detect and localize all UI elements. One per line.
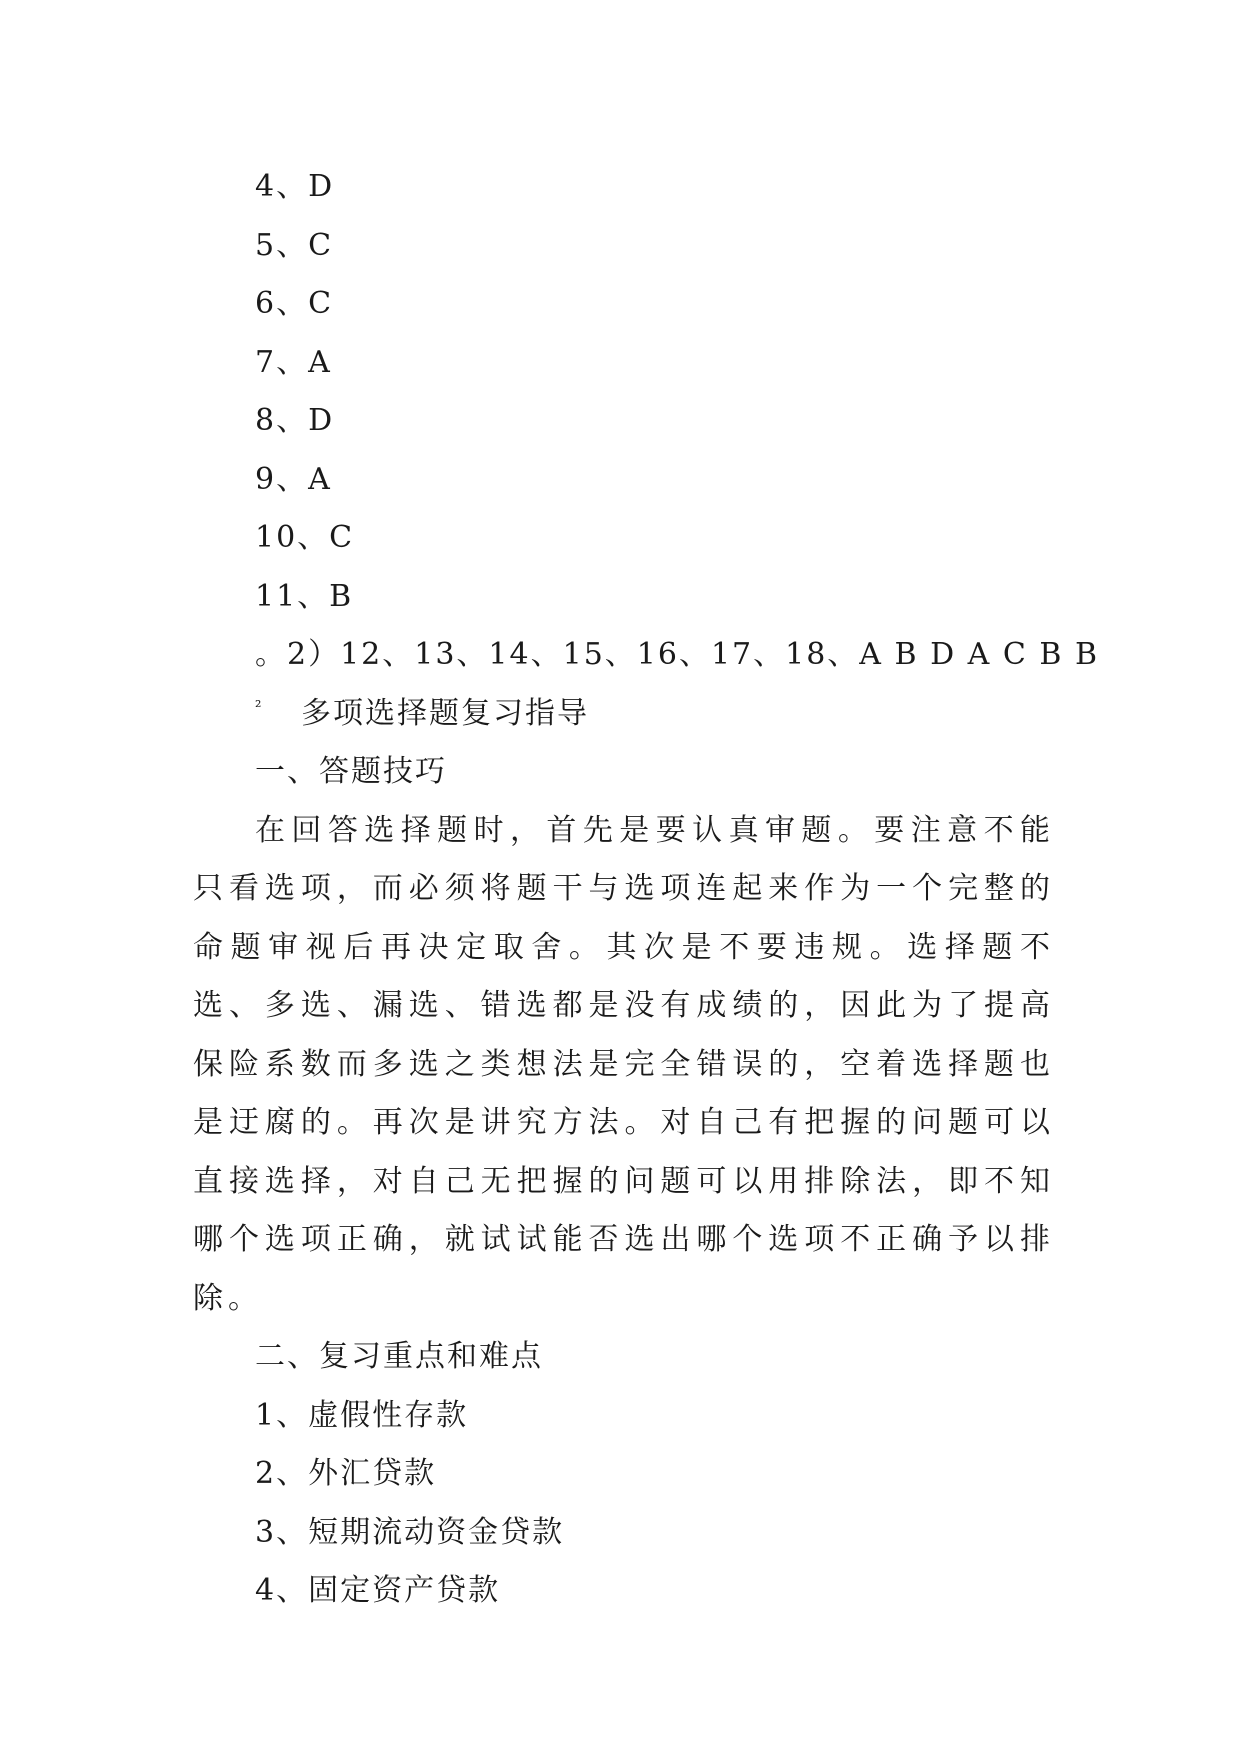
section-marker: ² <box>255 696 264 716</box>
answer-item: 11、B <box>255 578 354 614</box>
answer-item: 10、C <box>255 520 355 555</box>
key-point-item: 2、外汇贷款 <box>255 1456 437 1491</box>
heading-answering-tips: 一、答题技巧 <box>255 754 447 789</box>
key-point-item: 1、虚假性存款 <box>255 1397 469 1433</box>
paragraph-answering-tips: 在回答选择题时，首先是要认真审题。要注意不能只看选项，而必须将题干与选项连起来作为一个完整的命题审视后再决定取舍。其次是不要违规。选择题不选、多选、漏选、错选都是没有成绩的，因此为了提高保险系数而多选之类想法是完全错误的，空着选择题也是迂腐的。再次是讲究方法。对自己有把握的问题可以直接选择，对自己无把握的问题可以用排除法，即不知哪个选项正确，就试试能否选出哪个选项不正确予以排除。 <box>193 812 1055 1316</box>
answer-group: 。2）12、13、14、15、16、17、18、A B D A C B B <box>255 637 1099 672</box>
answer-item: 9、A <box>255 461 332 497</box>
answer-item: 5、C <box>255 227 334 263</box>
key-point-item: 4、固定资产贷款 <box>255 1573 501 1608</box>
heading-key-points: 二、复习重点和难点 <box>255 1339 543 1374</box>
answer-item: 7、A <box>255 344 332 380</box>
answer-item: 8、D <box>255 403 335 438</box>
section-title-row <box>193 685 1055 744</box>
key-point-item: 3、短期流动资金贷款 <box>255 1514 565 1550</box>
answer-item: 4、D <box>255 169 335 204</box>
section-title: 多项选择题复习指导 <box>301 695 589 731</box>
answer-item: 6、C <box>255 286 334 321</box>
document-body <box>193 158 1099 1621</box>
